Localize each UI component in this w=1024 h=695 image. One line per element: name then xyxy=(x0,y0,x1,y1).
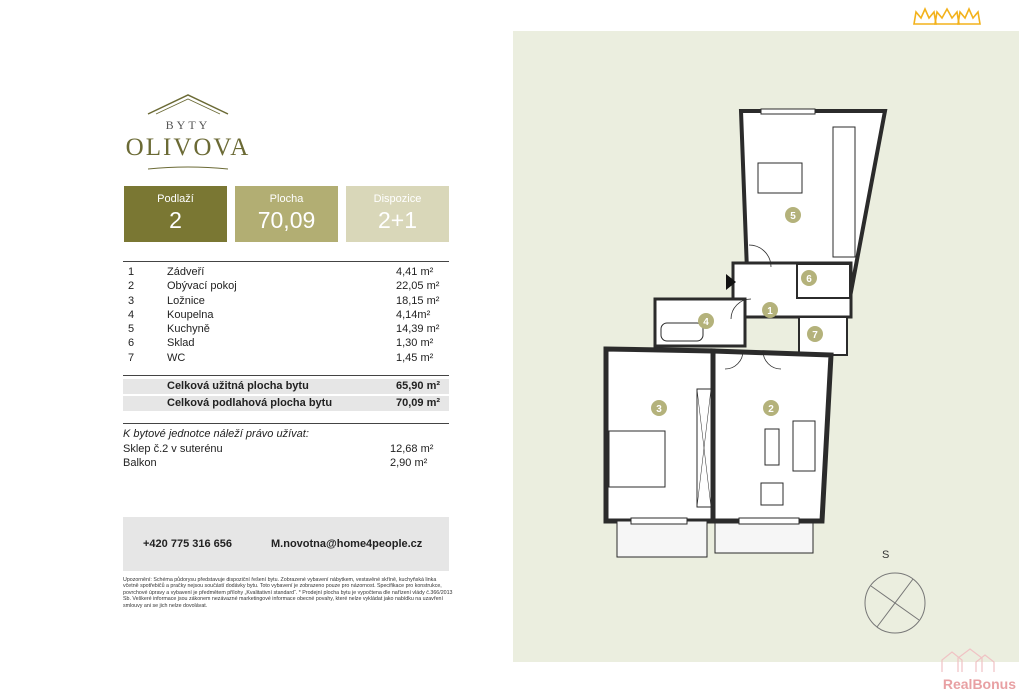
floor-box xyxy=(124,186,227,242)
room-area: 22,05 m² xyxy=(396,280,440,293)
room-area: 14,39 m² xyxy=(396,323,440,336)
room-number: 3 xyxy=(128,294,135,307)
svg-text:6: 6 xyxy=(806,274,812,285)
logo-swash xyxy=(148,166,228,172)
extra-name: Balkon xyxy=(123,457,157,469)
layout-label: Dispozice xyxy=(373,193,422,205)
total-name: Celková užitná plocha bytu xyxy=(167,380,309,392)
table-row xyxy=(123,442,449,456)
divider xyxy=(123,261,449,262)
compass-icon xyxy=(865,573,925,633)
room-name: Ložnice xyxy=(167,294,205,307)
room-label-1 xyxy=(762,302,778,318)
table-row xyxy=(123,322,449,336)
svg-text:1: 1 xyxy=(767,306,773,317)
project-logo xyxy=(118,90,258,175)
room-label-2 xyxy=(763,400,779,416)
extras-section xyxy=(123,427,449,470)
room-number: 2 xyxy=(128,280,135,293)
floor-label: Podlaží xyxy=(157,193,194,205)
extra-name: Sklep č.2 v suterénu xyxy=(123,443,223,455)
watermark-text: RealBonus xyxy=(942,676,1016,692)
room-label-6 xyxy=(801,270,817,286)
room-name: Sklad xyxy=(167,337,195,350)
layout-box xyxy=(346,186,449,242)
area-label: Plocha xyxy=(269,193,304,205)
table-row xyxy=(123,294,449,308)
area-value: 70,09 xyxy=(257,207,316,233)
room-label-4 xyxy=(698,313,714,329)
room-area: 1,30 m² xyxy=(396,337,434,350)
room-number: 5 xyxy=(128,323,135,336)
walls xyxy=(606,109,885,557)
room-area: 1,45 m² xyxy=(396,351,434,364)
room-table xyxy=(123,265,449,365)
room-label-7 xyxy=(807,326,823,342)
room-number: 1 xyxy=(128,266,135,278)
extras-title: K bytové jednotce náleží právo užívat: xyxy=(123,428,309,440)
room-label-3 xyxy=(651,400,667,416)
floor-plan xyxy=(513,31,1019,662)
room-number: 7 xyxy=(128,351,135,364)
totals-table xyxy=(123,379,449,413)
table-row xyxy=(123,379,449,394)
table-row xyxy=(123,351,449,365)
svg-text:3: 3 xyxy=(656,404,662,415)
svg-text:4: 4 xyxy=(703,317,709,328)
layout-value: 2+1 xyxy=(377,207,417,233)
table-row xyxy=(123,336,449,350)
divider xyxy=(123,375,449,376)
table-row xyxy=(123,456,449,470)
total-area: 70,09 m² xyxy=(396,397,441,409)
realbonus-logo xyxy=(916,648,1016,692)
room-name: Obývací pokoj xyxy=(167,280,237,293)
project-name: OLIVOVA xyxy=(125,134,251,161)
floor-value: 2 xyxy=(169,207,182,233)
room-area: 4,14m² xyxy=(396,308,431,321)
roof-icon xyxy=(146,92,230,116)
divider xyxy=(123,423,449,424)
table-row xyxy=(123,396,449,411)
extra-area: 12,68 m² xyxy=(390,443,434,455)
room-name: Kuchyně xyxy=(167,323,210,336)
svg-text:7: 7 xyxy=(812,330,818,341)
svg-text:5: 5 xyxy=(790,211,796,222)
table-row xyxy=(123,308,449,322)
extra-area: 2,90 m² xyxy=(390,457,428,469)
room-area: 4,41 m² xyxy=(396,266,434,278)
room-number: 6 xyxy=(128,337,135,350)
svg-text:2: 2 xyxy=(768,404,774,415)
area-box xyxy=(235,186,338,242)
room-label-5 xyxy=(785,207,801,223)
room-area: 18,15 m² xyxy=(396,294,440,307)
contact-box xyxy=(123,517,449,571)
total-area: 65,90 m² xyxy=(396,380,441,392)
phone-number[interactable]: +420 775 316 656 xyxy=(143,538,233,550)
house-icon xyxy=(938,648,998,674)
room-name: Zádveří xyxy=(167,266,205,278)
project-prefix: BYTY xyxy=(165,118,211,132)
room-name: WC xyxy=(167,351,186,364)
total-name: Celková podlahová plocha bytu xyxy=(167,397,333,409)
email-address[interactable]: M.novotna@home4people.cz xyxy=(271,538,423,550)
table-row xyxy=(123,279,449,293)
crown-icon xyxy=(912,6,982,28)
disclaimer-text: Upozornění: Schéma půdorysu představuje dispoziční řešení bytu. Zobrazené vybavení nábytkem, vestavěné skříně, kuchyňská linka včetně spotřebičů a pračky nejsou součástí dodávky bytu. Toto vybavení je zobrazeno pouze pro názornost. Specifikace pro konstrukce, povrchové úpravy a vybavení je předmětem přílohy „Kvalitativní standard“. * Prodejní plocha bytu je vypočtena dle nařízení vlády č.366/2013 Sb. Veškeré informace jsou zákonem nezávazné marketingové informace obecné povahy, které nelze vykládat jako nabídku na uzavření smlouvy ani se jich nelze dovolávat. xyxy=(123,577,453,609)
room-number: 4 xyxy=(128,308,135,321)
room-name: Koupelna xyxy=(167,308,214,321)
table-row xyxy=(123,265,449,279)
compass-label: S xyxy=(882,549,890,561)
